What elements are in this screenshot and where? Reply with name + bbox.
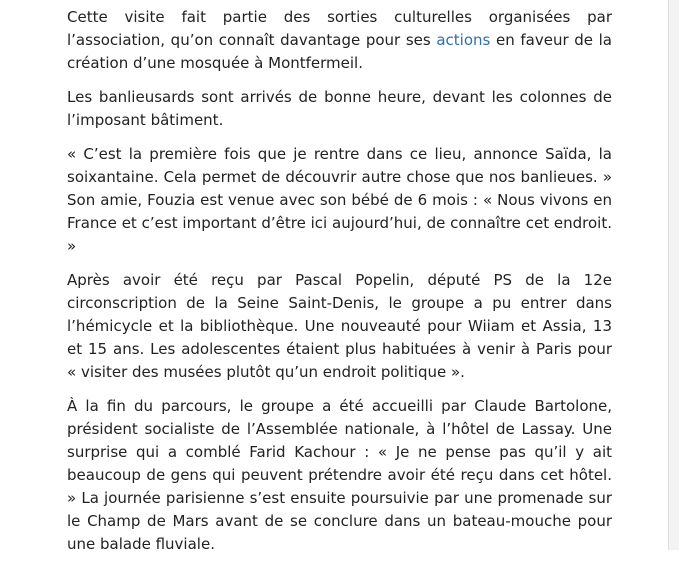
article-paragraph-5: À la fin du parcours, le groupe a été accueilli par Claude Bartolone, président socialiste de l’Assemblée nationale, à l’hôtel de Lassay. Une surprise qui a comblé Farid Kachour : « Je ne pense pas qu’il y ait beaucoup de gens qui peuvent prétendre avoir été reçu dans cet hôtel. » La journée parisienne s’est ensuite poursuivie par une promenade sur le Champ de Mars avant de se conclure dans un bateau-mouche pour une balade fluviale. — [67, 397, 612, 553]
article-paragraph-3: « C’est la première fois que je rentre dans ce lieu, annonce Saïda, la soixantaine. Cela permet de découvrir autre chose que nos banlieues. » Son amie, Fouzia est venue avec son bébé de 6 mois : « Nous vivons en France et c’est important d’être ici aujourd’hui, de connaître cet endroit. » — [67, 145, 612, 255]
actions-link[interactable]: actions — [436, 31, 491, 49]
article-body — [67, 6, 612, 567]
paragraph-1-text-end: en faveur de la création d’une mosquée à Montfermeil. — [67, 31, 612, 72]
article-paragraph-4: Après avoir été reçu par Pascal Popelin, député PS de la 12e circonscription de la Seine Saint-Denis, le groupe a pu entrer dans l’hémicycle et la bibliothèque. Une nouveauté pour Wiiam et Assia, 13 et 15 ans. Les adolescentes étaient plus habituées à venir à Paris pour « visiter des musées plutôt qu’un endroit politique ». — [67, 271, 612, 381]
article-paragraph-2: Les banlieusards sont arrivés de bonne heure, devant les colonnes de l’imposant bâtiment. — [67, 88, 612, 129]
paragraph-1-text-start: Cette visite fait partie des sorties culturelles organisées par l’association, qu’on connaît davantage pour ses — [67, 8, 612, 49]
article-paragraph-1 — [67, 6, 612, 75]
right-scroll-edge[interactable] — [668, 0, 679, 550]
